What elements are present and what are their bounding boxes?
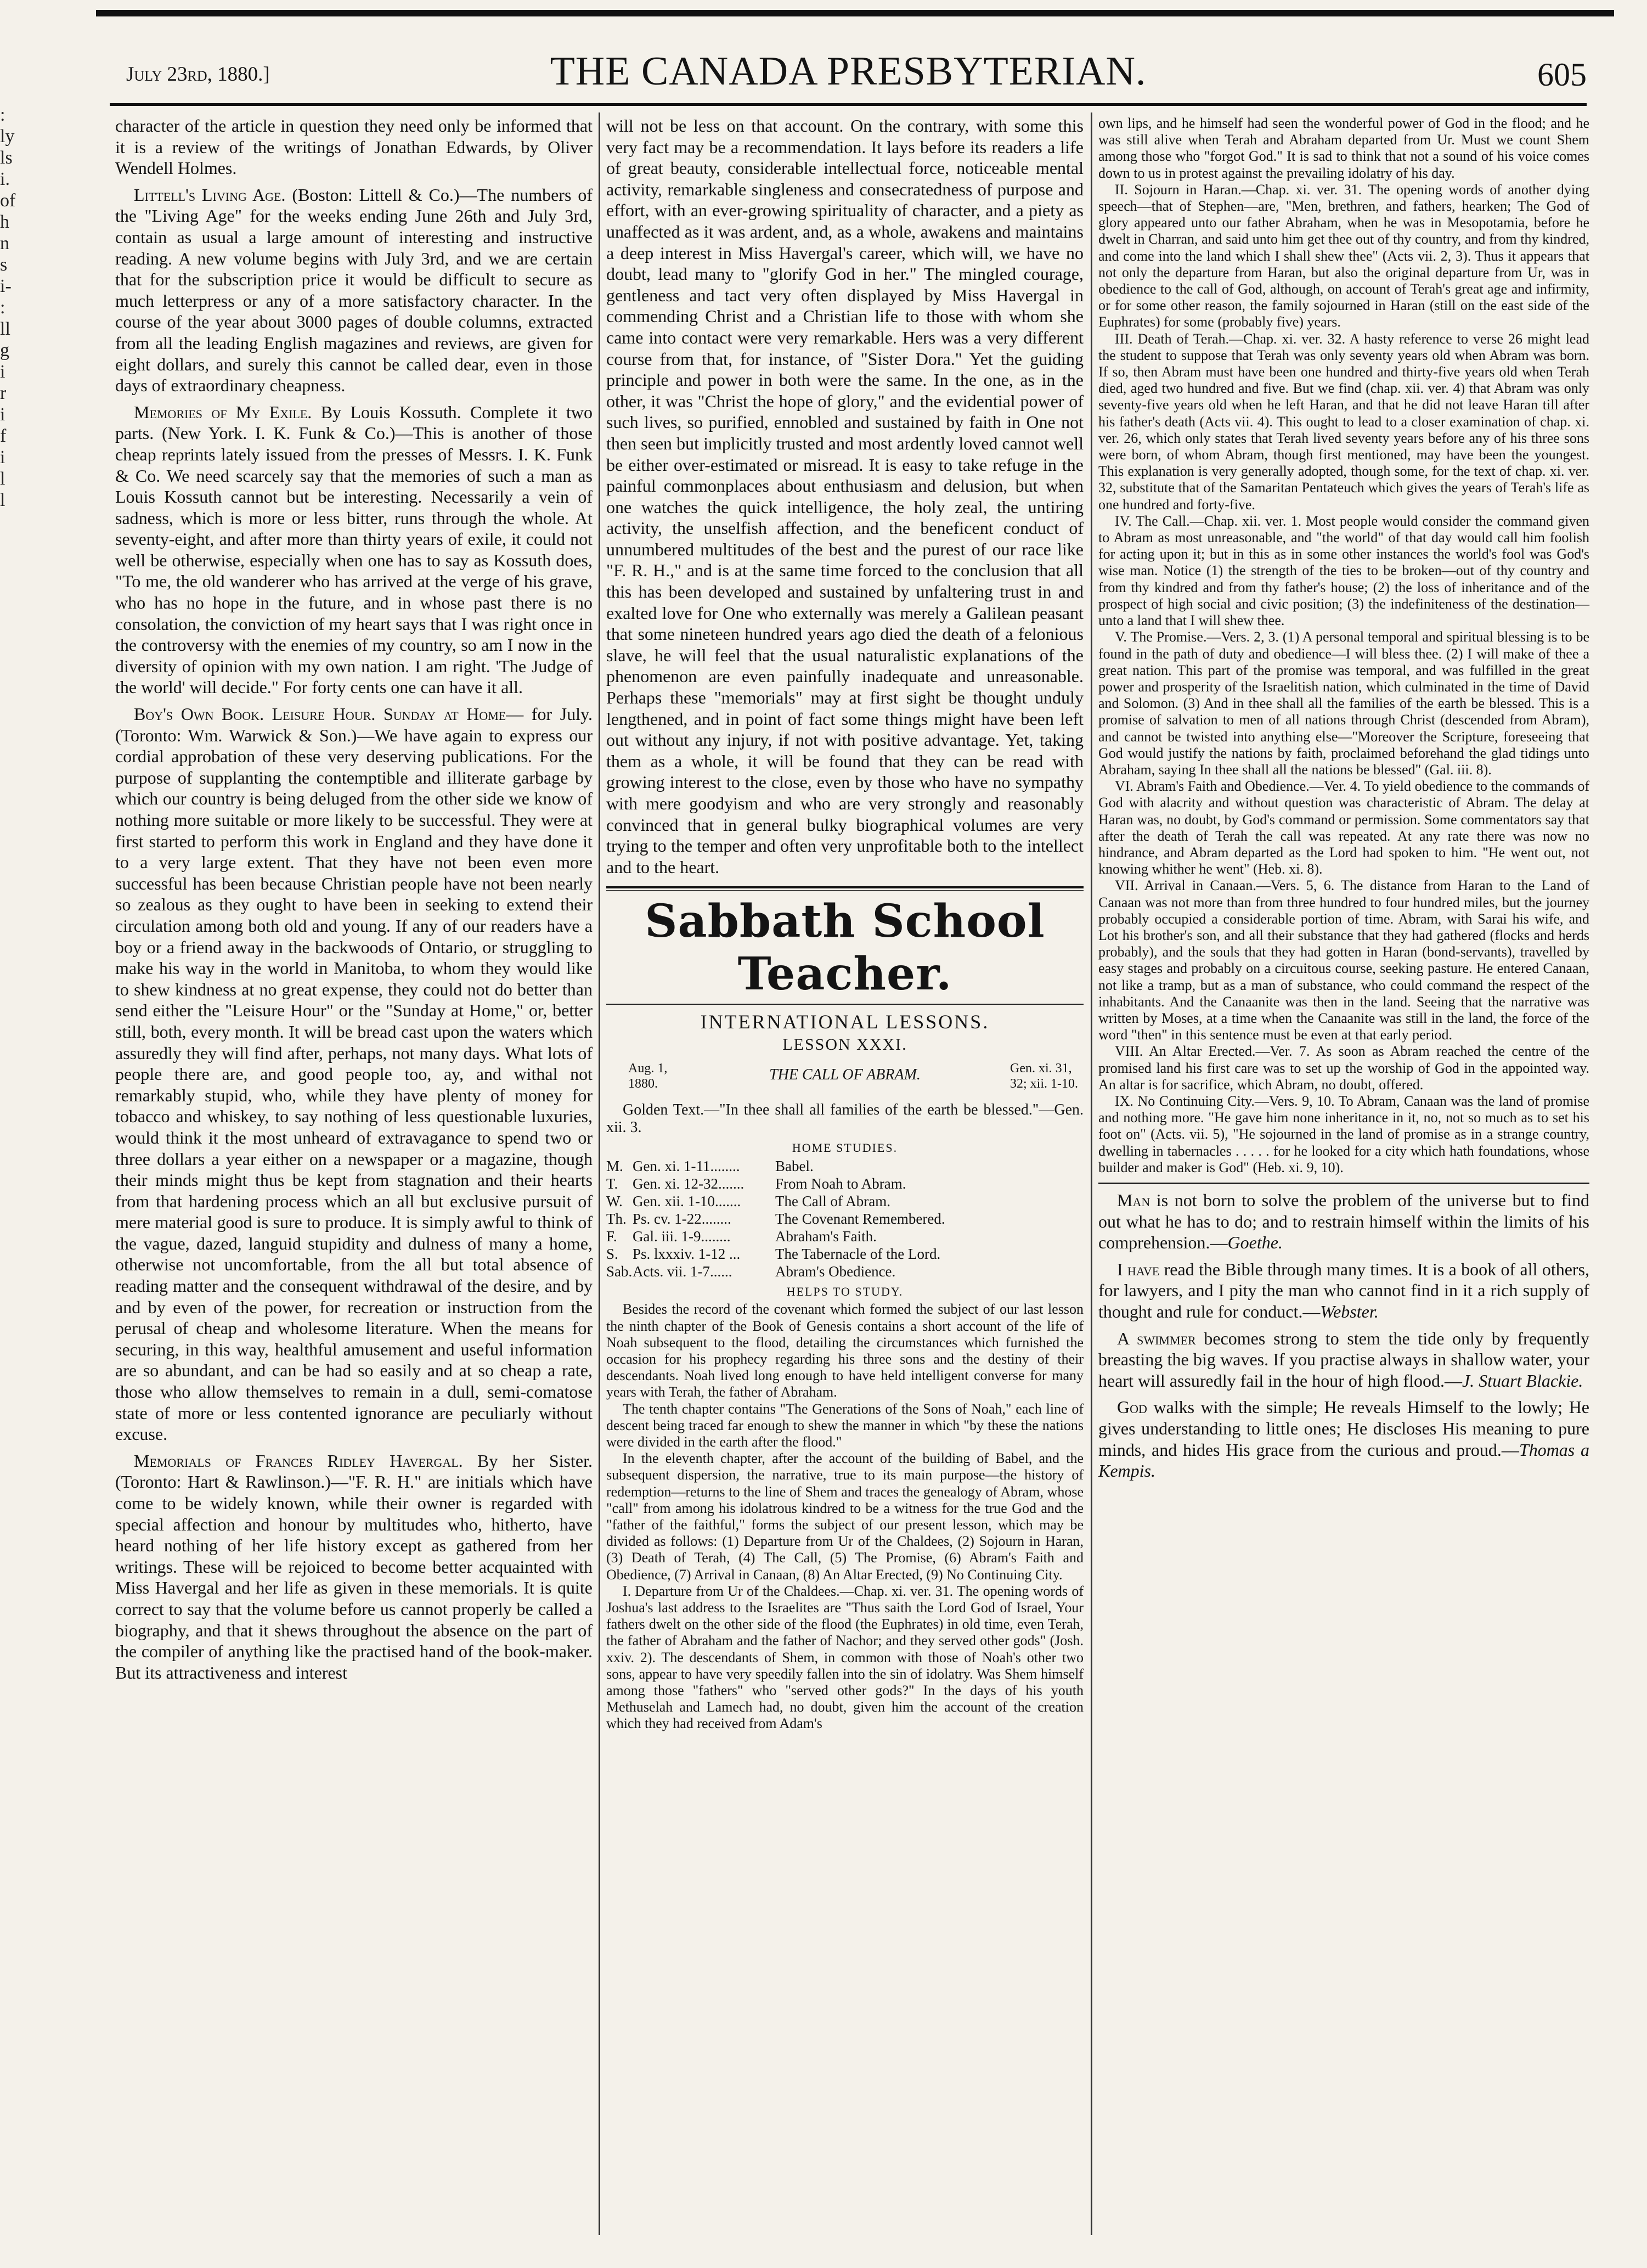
lesson-number: LESSON XXXI. bbox=[782, 1035, 907, 1054]
lesson-scripture-refs bbox=[1010, 1061, 1078, 1091]
review-heading: Littell's Living Age. bbox=[134, 184, 286, 205]
margin-fragment: of bbox=[0, 190, 16, 211]
margin-fragment: i. bbox=[0, 169, 10, 189]
lesson-note-paragraph: VII. Arrival in Canaan.—Vers. 5, 6. The distance from Haran to the Land of Canaan was not more than from three hundred to four hundred miles, but the journey probably occupied a considerable portion of time. Abram, with Sarai his wife, and Lot his brother's son, and all their substance that they had gathered (flocks and herds probably), and the souls that they had gotten in Haran (bond-servants), travelled by easy stages and probably on a circuitous course, seeking pasture. He entered Canaan, not like a tramp, but as a man of substance, who could command the respect of the inhabitants. And the Canaanite was then in the land. Seeing that the narrative was written by Moses, at a time when the Canaanite was still in the land, the force of the word "then" in this sentence must be even at that early period. bbox=[1098, 877, 1589, 1043]
review-text: character of the article in question they need only be informed that it is a review of the writings of Jonathan Edwards, by Oliver Wendell Holmes. bbox=[115, 116, 593, 178]
review-heading: Memorials of Frances Ridley Havergal. bbox=[134, 1450, 463, 1471]
home-study-day: Th. bbox=[606, 1211, 627, 1228]
lesson-date-year: 1880. bbox=[628, 1077, 658, 1091]
home-study-row bbox=[606, 1228, 1084, 1245]
review-heading: Memories of My Exile. bbox=[134, 402, 312, 422]
lesson-title-bar bbox=[606, 1059, 1084, 1097]
home-studies-list bbox=[606, 1157, 1084, 1280]
helps-to-study bbox=[606, 1301, 1084, 1732]
lesson-note-paragraph: VIII. An Altar Erected.—Ver. 7. As soon as Abram reached the centre of the promised land his first care was to set up the worship of God in the appointed way. An altar is for sacrifice, which Abram, no doubt, offered. bbox=[1098, 1043, 1589, 1093]
quote-lead: God bbox=[1117, 1397, 1147, 1417]
quotes-section bbox=[1098, 1190, 1589, 1482]
masthead-rule bbox=[110, 103, 1587, 106]
column-divider-2 bbox=[1091, 112, 1092, 2235]
margin-fragment: g bbox=[0, 340, 9, 361]
margin-fragment: l bbox=[0, 490, 5, 510]
margin-fragment: l bbox=[0, 469, 5, 489]
lesson-title: THE CALL OF ABRAM. bbox=[769, 1066, 921, 1084]
home-study-ref: Acts. vii. 1-7...... bbox=[633, 1263, 732, 1280]
left-margin-fragments bbox=[0, 104, 22, 511]
quote-author: Goethe. bbox=[1227, 1233, 1283, 1253]
margin-fragment: i bbox=[0, 447, 5, 468]
margin-fragment: i- bbox=[0, 276, 12, 296]
review-heading: Boy's Own Book. Leisure Hour. Sunday at Home— bbox=[134, 704, 524, 724]
home-study-title: The Tabernacle of the Lord. bbox=[775, 1246, 941, 1263]
review-text: (Boston: Littell & Co.)—The numbers of the "Living Age" for the weeks ending June 26th and July 3rd, contain as usual a large amount of interesting and instructive reading. A new volume begins with July 3rd, and we are certain that for the subscription price it would be difficult to secure as much letterpress or any of a more satisfactory character. In the course of the year about 3000 pages of double columns, extracted from all the leading English magazines and reviews, are given for eight dollars, and surely this cannot be called dear, even in those days of extraordinary cheapness. bbox=[115, 184, 593, 396]
column-2 bbox=[606, 115, 1084, 1732]
margin-fragment: f bbox=[0, 426, 7, 446]
margin-fragment: ls bbox=[0, 148, 13, 168]
lesson-date-day: Aug. 1, bbox=[628, 1061, 668, 1076]
helps-to-study-heading: HELPS TO STUDY. bbox=[786, 1285, 904, 1299]
golden-text: Golden Text.—"In thee shall all families of the earth be blessed."—Gen. xii. 3. bbox=[606, 1101, 1084, 1136]
review-paragraph bbox=[115, 184, 593, 396]
home-study-ref: Ps. cv. 1-22........ bbox=[633, 1211, 731, 1228]
home-study-title: The Covenant Remembered. bbox=[775, 1211, 945, 1228]
top-border-rule bbox=[96, 10, 1614, 16]
home-study-row bbox=[606, 1192, 1084, 1210]
home-study-title: Abram's Obedience. bbox=[775, 1263, 896, 1280]
quote-author: Thomas a Kempis. bbox=[1098, 1439, 1590, 1481]
home-study-row bbox=[606, 1157, 1084, 1175]
lesson-note-paragraph: IV. The Call.—Chap. xii. ver. 1. Most people would consider the command given to Abram as most unreasonable, and "the world" of that day would call him foolish for acting upon it; but in this as in some other instances the world's fool was God's wise man. Notice (1) the strength of the ties to be broken—out of thy country and from thy kindred and from thy father's house; (2) the loss of inheritance and of the prospect of high social and civic position; (3) the indefiniteness of the destination—unto a land that I will shew thee. bbox=[1098, 513, 1589, 629]
margin-fragment: i bbox=[0, 404, 5, 425]
home-study-title: Babel. bbox=[775, 1158, 814, 1175]
sabbath-school-teacher-heading: Sabbath School Teacher. bbox=[645, 895, 1045, 1001]
home-study-row bbox=[606, 1263, 1084, 1280]
review-text: for July. (Toronto: Wm. Warwick & Son.)—We have again to express our cordial approbation of these very deserving publications. For the purpose of supplanting the contemptible and illiterate garbage by which our country is being deluged from the other side we know of nothing more suitable or more likely to be successful. They were at first started to perform this work in England and they have done it to a very large extent. That they have not been even more successful has been because Christian people have not been nearly so zealous as they ought to have been in seeking to extend their circulation among both old and young. If any of our readers have a boy or a friend away in the backwoods of Ontario, or struggling to make his way in the world in Manitoba, to whom they would like to shew kindness at no great expense, they could not do better than send either the "Leisure Hour" or the "Sunday at Home," or, better still, both, every month. It will be bread cast upon the waters which assuredly they will find after, perhaps, not many days. What lots of people there are, and good people too, ay, and withal not remarkably stupid, who, while they have plenty of money for tobacco and whiskey, to say nothing of less questionable luxuries, would think it the most unheard of extravagance to spend two or three dollars a year either on a newspaper or a magazine, though their minds might thus be kept from stagnation and their hearts from that hardening process which an all but exclusive pursuit of mere material good is sure to produce. It is simply awful to think of the vague, dazed, languid stupidity and dulness of many a home, otherwise not uncomfortable, from the all but total absence of reading matter and the consequent withdrawal of the desire, and by and by even of the power, for recreation or instruction from the perusal of cheap and wholesome literature. When the means for securing, in this way, healthful amusement and useful information are so abundant, and can be had so easily and at so cheap a rate, those who allow themselves to remain in a dull, semi-comatose state of more or less contented ignorance are peculiarly without excuse. bbox=[115, 704, 593, 1444]
quote-text: becomes strong to stem the tide only by frequently breasting the big waves. If you practise always in shallow water, your heart will assuredly fail in the hour of high flood.— bbox=[1098, 1328, 1589, 1391]
margin-fragment: h bbox=[0, 212, 9, 232]
quote-text: walks with the simple; He reveals Himself to the lowly; He gives understanding to little ones; He discloses His meaning to pure minds, and hides His grace from the curious and proud.— bbox=[1098, 1397, 1590, 1460]
havergal-review-continued: will not be less on that account. On the contrary, with some this very fact may be a recommendation. It lays before its readers a life of great beauty, considerable intellectual force, noticeable mental activity, remarkable singleness and consecratedness of purpose and effort, with an ever-growing spirituality of character, and a piety as unaffected as it was ardent, and, as a whole, awakens and maintains a deep interest in Miss Havergal's career, which will, we have no doubt, lead many to "glorify God in her." The mingled courage, gentleness and tact very often displayed by Miss Havergal in commending Christ and a Christian life to those with whom she came into contact were very remarkable. Hers was a very different course from that, for instance, of "Sister Dora." Yet the guiding principle and power in both were the same. In the one, as in the other, it was "Christ the hope of glory," and the evidential power of such lives, so purified, ennobled and sustained by faith in One not then seen but implicitly trusted and most ardently loved cannot well be either over-estimated or misread. It is easy to take refuge in the painful commonplaces about enthusiasm and delusion, but when one watches the quick intelligence, the holy zeal, the untiring activity, the unselfish affection, and the beneficent conduct of unnumbered multitudes of the best and the purest of our race like "F. R. H.," and is at the same time forced to the conclusion that all this has been developed and sustained by unfaltering trust in and exalted love for One who externally was merely a Galilean peasant that some nineteen hundred years ago died the death of a felonious slave, he will feel that the usual naturalistic explanations of the phenomenon are even painfully inadequate and unreasonable. Perhaps these "memorials" may at first sight be thought unduly lengthened, and in point of fact some things might have been left out without any injury, if not with positive advantage. Yet, taking them as a whole, it will be found that they can be read with growing interest to the close, even by those who have no sympathy with mere goodyism and who are very strongly and reasonably convinced that in general bulky biographical volumes are very trying to the temper and often very unprofitable both to the intellect and to the heart. bbox=[606, 116, 1084, 877]
quote-lead: A swimmer bbox=[1117, 1328, 1196, 1348]
review-text: By her Sister. (Toronto: Hart & Rawlinson.)—"F. R. H." are initials which have come to be widely known, while their owner is regarded with special affection and honour by multitudes who, hitherto, have heard nothing of her life history except as gathered from her writings. These will be rejoiced to become better acquainted with Miss Havergal and her life as given in these memorials. It is quite correct to say that the volume before us cannot properly be called a biography, and that it shews throughout the absence on the part of the compiler of anything like the practised hand of the book-maker. But its attractiveness and interest bbox=[115, 1450, 593, 1682]
margin-fragment: : bbox=[0, 105, 5, 125]
home-study-title: From Noah to Abram. bbox=[775, 1175, 906, 1192]
margin-fragment: s bbox=[0, 255, 8, 275]
lesson-ref-1: Gen. xi. 31, bbox=[1010, 1061, 1072, 1076]
lesson-note-paragraph: VI. Abram's Faith and Obedience.—Ver. 4. To yield obedience to the commands of God with alacrity and without question was characteristic of Abram. The delay at Haran was, no doubt, by God's command or permission. Some commentators say that after the death of Terah the call was repeated. At any rate there was now no hindrance, and Abram departed as the Lord had spoken to him. "He went out, not knowing whither he went" (Heb. xi. 8). bbox=[1098, 778, 1589, 877]
home-study-day: M. bbox=[606, 1158, 623, 1175]
lesson-note-paragraph: III. Death of Terah.—Chap. xi. ver. 32. A hasty reference to verse 26 might lead the student to suppose that Terah was only seventy years old when Abram was born. If so, then Abram must have been one hundred and thirty-five years old when Terah died, aged two hundred and five. But we find (chap. xii. ver. 4) that Abram was only seventy-five years old when he left Haran, and that he did not leave Haran till after his father's death (Acts vii. 4). This ought to lead to a closer examination of chap. xi. ver. 26, which only states that Terah lived seventy years before any of his three sons were born, of whom Abram, though first mentioned, may have been the youngest. This explanation is very generally adopted, though some, for the text of chap. xi. ver. 32, substitute that of the Samaritan Pentateuch which gives the years of Terah's life as one hundred and forty-five. bbox=[1098, 330, 1589, 513]
margin-fragment: ll bbox=[0, 319, 10, 339]
quote-lead: Man bbox=[1117, 1190, 1150, 1210]
margin-fragment: r bbox=[0, 383, 7, 403]
helps-paragraph: The tenth chapter contains "The Generations of the Sons of Noah," each line of descent being traced far enough to shew the manner in which "by these the nations were divided in the earth after the flood." bbox=[606, 1400, 1084, 1450]
heading-underline bbox=[606, 1004, 1084, 1005]
quote-paragraph bbox=[1098, 1328, 1589, 1392]
section-rule bbox=[606, 886, 1084, 891]
helps-paragraph: I. Departure from Ur of the Chaldees.—Chap. xi. ver. 31. The opening words of Joshua's last address to the Israelites are "Thus saith the Lord God of Israel, Your fathers dwelt on the other side of the flood (the Euphrates) in old time, even Terah, the father of Abraham and the father of Nachor; and they served other gods" (Josh. xxiv. 2). The descendants of Shem, in common with those of Noah's other two sons, appear to have very speedily fallen into the sin of idolatry. Was Shem himself among those "fathers" who "served other gods?" In the days of his youth Methuselah and Lamech had, no doubt, given him the account of the creation which they had received from Adam's bbox=[606, 1583, 1084, 1732]
quotes-divider bbox=[1098, 1183, 1589, 1184]
home-study-ref: Gen. xi. 12-32....... bbox=[633, 1175, 744, 1192]
lesson-note-paragraph: own lips, and he himself had seen the wonderful power of God in the flood; and he was still alive when Terah and Abraham departed from Ur. Must we count Shem among those who "forgot God." It is sad to think that not a sound of his voice comes down to us in protest against the prevailing idolatry of his day. bbox=[1098, 115, 1589, 181]
home-study-ref: Gal. iii. 1-9........ bbox=[633, 1228, 731, 1245]
quote-author: Webster. bbox=[1320, 1301, 1379, 1321]
issue-date: July 23rd, 1880.] bbox=[126, 63, 270, 86]
home-study-title: The Call of Abram. bbox=[775, 1193, 890, 1210]
review-paragraph bbox=[115, 1450, 593, 1684]
quote-text: is not born to solve the problem of the universe but to find out what he has to do; and to restrain himself within the limits of his comprehension.— bbox=[1098, 1190, 1590, 1253]
page-number: 605 bbox=[1537, 57, 1587, 93]
lesson-note-paragraph: IX. No Continuing City.—Vers. 9, 10. To Abram, Canaan was the land of promise and nothing more. "He gave him none inheritance in it, no, not so much as to set his foot on" (Acts. vii. 5), "He sojourned in the land of promise as in a strange country, dwelling in tabernacles . . . . . for he looked for a city which hath foundations, whose builder and maker is God" (Heb. xi. 9, 10). bbox=[1098, 1093, 1589, 1175]
margin-fragment: n bbox=[0, 233, 9, 254]
quote-paragraph bbox=[1098, 1259, 1589, 1322]
quote-author: J. Stuart Blackie. bbox=[1462, 1370, 1583, 1391]
newspaper-title: THE CANADA PRESBYTERIAN. bbox=[550, 49, 1147, 94]
home-study-row bbox=[606, 1175, 1084, 1192]
helps-paragraph: In the eleventh chapter, after the account of the building of Babel, and the subsequent dispersion, the narrative, true to its main purpose—the history of redemption—returns to the line of Shem and traces the genealogy of Abram, whose "call" from among his idolatrous kindred to be a witness for the true God and the "father of the faithful," forms the subject of our present lesson, which may be divided as follows: (1) Departure from Ur of the Chaldees, (2) Sojourn in Haran, (3) Death of Terah, (4) The Call, (5) The Promise, (6) Abram's Faith and Obedience, (7) Arrival in Canaan, (8) An Altar Erected, (9) No Continuing City. bbox=[606, 1450, 1084, 1583]
home-study-row bbox=[606, 1245, 1084, 1263]
column-divider-1 bbox=[599, 112, 600, 2235]
margin-fragment: ly bbox=[0, 126, 15, 147]
home-study-row bbox=[606, 1210, 1084, 1228]
review-paragraph bbox=[115, 704, 593, 1445]
home-study-day: W. bbox=[606, 1193, 623, 1210]
home-study-day: Sab. bbox=[606, 1263, 633, 1280]
lesson-note-paragraph: V. The Promise.—Vers. 2, 3. (1) A personal temporal and spiritual blessing is to be found in the path of duty and obedience—I will bless thee. (2) I will make of thee a great nation. This part of the promise was temporal, and was fulfilled in the great power and prosperity of the Israelitish nation, which culminated in the time of David and Solomon. (3) And in thee shall all the families of the earth be blessed. This is a promise of salvation to men of all nations through Christ (descended from Abram), and cannot be twisted into anything else—"Moreover the Scripture, foreseeing that God would justify the nations by faith, proclaimed beforehand the glad tidings unto Abraham, saying In thee shall all the nations be blessed" (Gal. iii. 8). bbox=[1098, 629, 1589, 778]
home-study-title: Abraham's Faith. bbox=[775, 1228, 877, 1245]
quote-paragraph bbox=[1098, 1397, 1589, 1481]
margin-fragment: i bbox=[0, 362, 5, 382]
review-paragraph bbox=[115, 115, 593, 179]
review-paragraph bbox=[115, 402, 593, 698]
lesson-note-paragraph: II. Sojourn in Haran.—Chap. xi. ver. 31. The opening words of another dying speech—that of Stephen—are, "Men, brethren, and fathers, hearken; The God of glory appeared unto our father Abraham, when he was in Mesopotamia, before he dwelt in Charran, and said unto him get thee out of thy country, and from thy kindred, and come into the land which I shall shew thee" (Acts vii. 2, 3). Thus it appears that not only the departure from Haran, but also the original departure from Ur, was in obedience to the call of God, although, on account of Terah's great age and infirmity, or for some other reason, the family sojourned in Haran (still on the east side of the Euphrates) for some (probably five) years. bbox=[1098, 181, 1589, 330]
column-1 bbox=[115, 115, 593, 1683]
quote-text: read the Bible through many times. It is a book of all others, for lawyers, and I pity the man who cannot find in it a rich supply of thought and rule for conduct.— bbox=[1098, 1259, 1590, 1321]
quote-paragraph bbox=[1098, 1190, 1589, 1253]
home-study-day: T. bbox=[606, 1175, 618, 1192]
home-study-ref: Gen. xii. 1-10....... bbox=[633, 1193, 741, 1210]
home-studies-heading: HOME STUDIES. bbox=[792, 1141, 898, 1155]
lesson-notes bbox=[1098, 115, 1589, 1176]
home-study-day: S. bbox=[606, 1246, 618, 1263]
column-3 bbox=[1098, 115, 1589, 1482]
helps-paragraph: Besides the record of the covenant which formed the subject of our last lesson the ninth chapter of the Book of Genesis contains a short account of the life of Noah subsequent to the flood, detailing the circumstances which furnished the occasion for his prophecy regarding his three sons and the destiny of their descendants. Noah lived long enough to have held intelligent converse for many years with Terah, the father of Abraham. bbox=[606, 1301, 1084, 1400]
margin-fragment: : bbox=[0, 297, 5, 318]
home-study-ref: Ps. lxxxiv. 1-12 ... bbox=[633, 1246, 741, 1263]
home-study-ref: Gen. xi. 1-11........ bbox=[633, 1158, 740, 1175]
international-lessons-heading: INTERNATIONAL LESSONS. bbox=[700, 1011, 990, 1033]
home-study-day: F. bbox=[606, 1228, 617, 1245]
lesson-ref-2: 32; xii. 1-10. bbox=[1010, 1077, 1078, 1091]
review-text: By Louis Kossuth. Complete it two parts. (New York. I. K. Funk & Co.)—This is another of those cheap reprints lately issued from the presses of Messrs. I. K. Funk & Co. We need scarcely say that the memories of such a man as Louis Kossuth cannot but be interesting. Necessarily a vein of sadness, which is more or less bitter, runs through the whole. At seventy-eight, and after more than thirty years of exile, it could not well be otherwise, especially when one has to say as Kossuth does, "To me, the old wanderer who has arrived at the verge of his grave, who has no hope in the future, and in whose past there is no consolation, the conviction of my heart says that I was right once in the controversy with the enemies of my country, so am I now in the diversity of opinion with my own nation. I am right. 'The Judge of the world' will decide." For forty cents one can have it all. bbox=[115, 402, 593, 697]
masthead bbox=[110, 38, 1587, 104]
quote-lead: I have bbox=[1117, 1259, 1160, 1279]
